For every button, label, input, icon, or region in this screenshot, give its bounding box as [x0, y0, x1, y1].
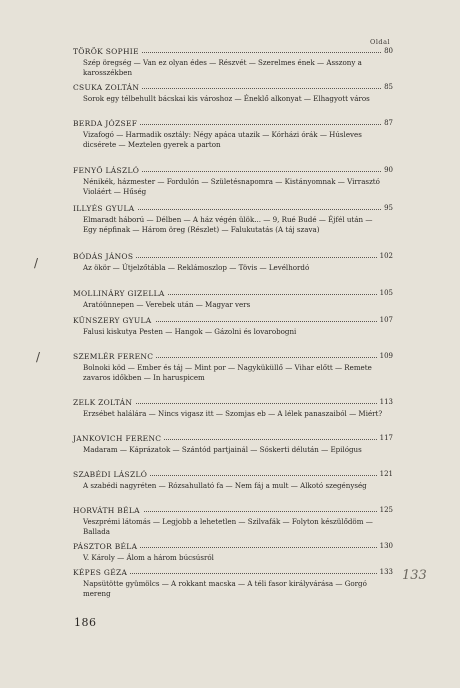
author-name: FENYŐ LÁSZLÓ — [73, 166, 142, 175]
entry-heading — [73, 315, 393, 326]
author-name: BERDA JÓZSEF — [73, 119, 140, 128]
margin-mark: / — [34, 256, 39, 270]
page-column-label: Oldal — [370, 38, 391, 46]
poem-titles: V. Károly — Álom a három búcsúsról — [83, 553, 214, 562]
contents-entry — [73, 118, 393, 150]
contents-entry — [73, 433, 393, 455]
contents-entry — [73, 46, 393, 78]
author-name: BÓDÁS JÁNOS — [73, 252, 136, 261]
poem-titles: Szép öregség — Van ez olyan édes — Részvét — Szerelmes ének — Asszony a karosszékben — [83, 58, 362, 78]
poem-titles: Falusi kiskutya Pesten — Hangok — Gázolni és lovarobogni — [83, 327, 297, 336]
author-name: HORVÁTH BÉLA — [73, 506, 143, 515]
contents-entry — [73, 541, 393, 563]
contents-entry — [73, 251, 393, 273]
contents-entry — [73, 351, 393, 383]
author-name: MOLLINÁRY GIZELLA — [73, 289, 168, 298]
entry-heading — [73, 567, 393, 578]
poem-titles: Az ökör — Útjelzőtábla — Reklámoszlop — Tövis — Levélhordó — [83, 263, 310, 272]
margin-mark: / — [36, 350, 41, 364]
page-number: 125 — [379, 506, 393, 514]
author-name: TÖRÖK SOPHIE — [73, 47, 142, 56]
entry-heading — [73, 165, 393, 176]
author-name: PÁSZTOR BÉLA — [73, 542, 140, 551]
poem-titles: Napsütötte gyümölcs — A rokkant macska — A téli fasor királyvárása — Gorgó mereng — [83, 579, 367, 599]
poem-titles: Erzsébet halálára — Nincs vigasz itt — Szomjas eb — A lélek panaszaiból — Miért? — [83, 409, 383, 418]
page-number: 117 — [379, 434, 393, 442]
poem-titles: Bolnoki köd — Ember és táj — Mint por — Nagyküküllő — Vihar előtt — Remete zavaros időkben — In haruspicem — [83, 363, 372, 383]
poem-titles: Sorok egy télbehullt bácskai kis városhoz — Éneklő alkonyat — Elhagyott város — [83, 94, 370, 103]
page-number: 107 — [379, 316, 393, 324]
page-number: 113 — [379, 398, 393, 406]
entry-heading — [73, 397, 393, 408]
entry-heading — [73, 46, 393, 57]
entry-heading — [73, 288, 393, 299]
entry-heading — [73, 433, 393, 444]
page-number: 95 — [384, 204, 393, 212]
entry-heading — [73, 351, 393, 362]
entry-heading — [73, 82, 393, 93]
entry-heading — [73, 203, 393, 214]
entry-heading — [73, 505, 393, 516]
contents-entry — [73, 288, 393, 310]
contents-entry — [73, 469, 393, 491]
poem-titles: A szabédi nagyréten — Rózsahullató fa — Nem fáj a mult — Alkotó szegénység — [83, 481, 367, 490]
contents-entry — [73, 203, 393, 235]
author-name: SZABÉDI LÁSZLÓ — [73, 470, 150, 479]
entry-heading — [73, 469, 393, 480]
author-name: ILLYÉS GYULA — [73, 204, 138, 213]
contents-entry — [73, 315, 393, 337]
page-number: 133 — [379, 568, 393, 576]
entry-heading — [73, 118, 393, 129]
contents-entry — [73, 165, 393, 197]
entry-heading — [73, 251, 393, 262]
author-name: JANKOVICH FERENC — [73, 434, 164, 443]
contents-entry — [73, 397, 393, 419]
page-number: 102 — [379, 252, 393, 260]
page-number: 87 — [384, 119, 393, 127]
page-number: 80 — [384, 47, 393, 55]
poem-titles: Aratóünnepen — Verebek után — Magyar vers — [83, 300, 251, 309]
author-name: KÉPES GÉZA — [73, 568, 130, 577]
poem-titles: Madaram — Káprázatok — Szántód partjainál — Sóskerti délután — Epilógus — [83, 445, 362, 454]
page-folio: 186 — [74, 616, 97, 629]
contents-entry — [73, 82, 393, 104]
page-number: 130 — [379, 542, 393, 550]
author-name: SZEMLÉR FERENC — [73, 352, 156, 361]
contents-entry — [73, 505, 393, 537]
author-name: ZELK ZOLTÁN — [73, 398, 135, 407]
author-name: KÜNSZERY GYULA — [73, 316, 155, 325]
poem-titles: Vizafogó — Harmadik osztály: Négy apáca utazik — Kórházi órák — Húsleves dicsérete — Meztelen gyerek a parton — [83, 130, 362, 150]
author-name: CSUKA ZOLTÁN — [73, 83, 142, 92]
page-number: 105 — [379, 289, 393, 297]
poem-titles: Nénikék, házmester — Fordulón — Születésnapomra — Kistányomnak — Virrasztó Violáért — Hűség — [83, 177, 380, 197]
entry-heading — [73, 541, 393, 552]
page-number: 85 — [384, 83, 393, 91]
poem-titles: Elmaradt háború — Délben — A ház végén ülök... — 9, Rué Budé — Éjfél után — Egy népfinak — Három öreg (Részlet) — Falukutatás (A táj szava) — [83, 215, 373, 235]
page-number: 90 — [384, 166, 393, 174]
poem-titles: Veszprémi látomás — Legjobb a lehetetlen — Szilvafák — Folyton készülődöm — Ballada — [83, 517, 373, 537]
handwritten-note: 133 — [402, 568, 427, 583]
page-number: 109 — [379, 352, 393, 360]
contents-entry — [73, 567, 393, 599]
page-number: 121 — [379, 470, 393, 478]
